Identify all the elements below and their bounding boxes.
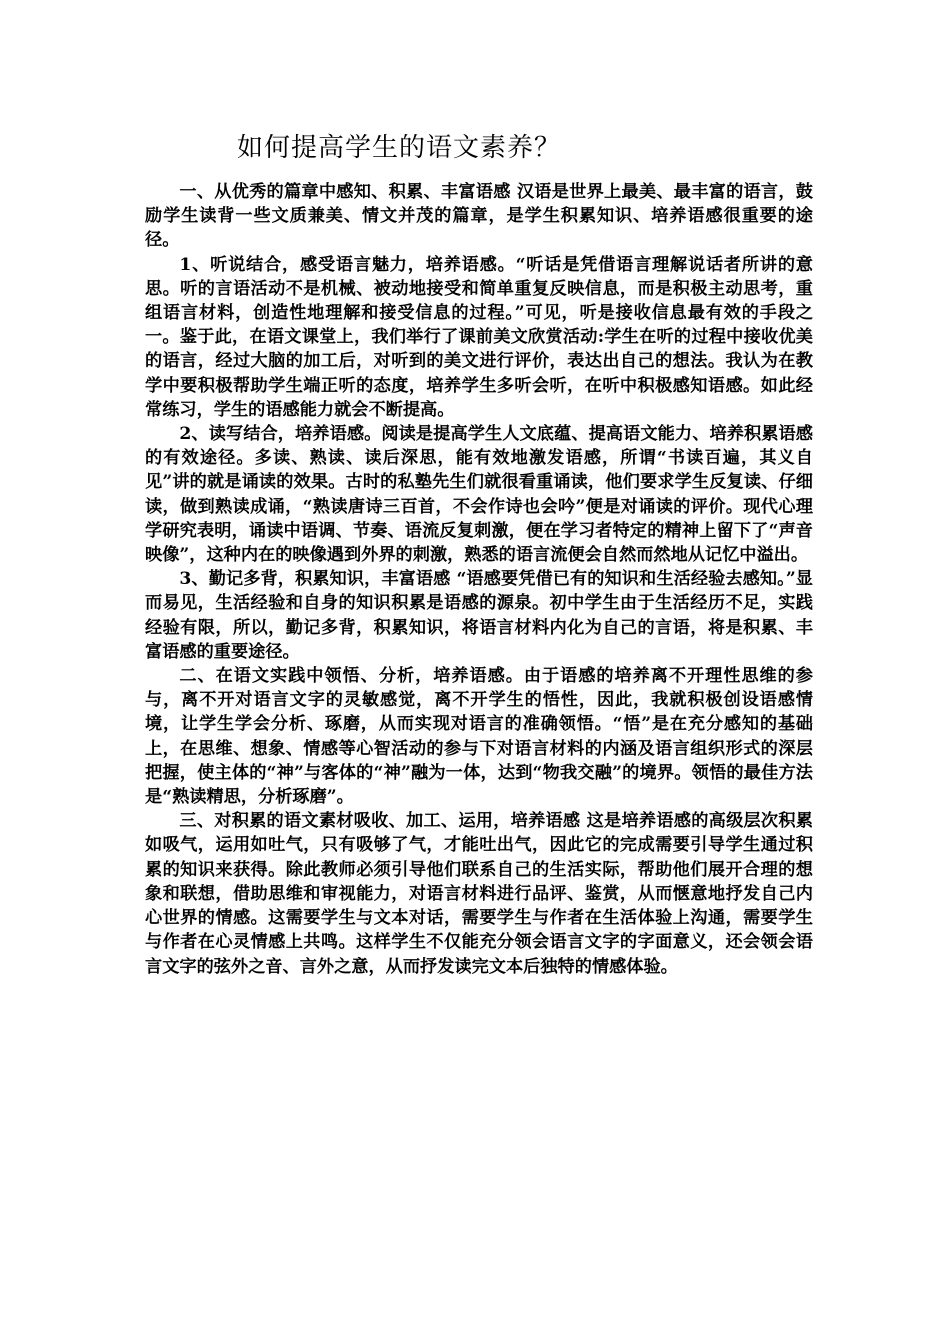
paragraph-reading-writing: 2、读写结合，培养语感。阅读是提高学生人文底蕴、提高语文能力、培养积累语感的有效途径。多读、熟读、读后深思，能有效地激发语感，所谓“书读百遍，其义自见”讲的就是诵读的效果。古时的私塾先生们就很看重诵读，他们要求学生反复读、仔细读，做到熟读成诵，“熟读唐诗三百首，不会作诗也会吟”便是对诵读的评价。现代心理学研究表明，诵读中语调、节奏、语流反复刺激，便在学习者特定的精神上留下了“声音映像”，这种内在的映像遇到外界的刺激，熟悉的语言流便会自然而然地从记忆中溢出。 bbox=[145, 424, 813, 566]
paragraph-section-3: 三、对积累的语文素材吸收、加工、运用，培养语感 这是培养语感的高级层次积累如吸气，运用如吐气，只有吸够了气，才能吐出气，因此它的完成需要引导学生通过积累的知识来获得。除此教师必须引导他们联系自己的生活实际，帮助他们展开合理的想象和联想，借助思维和审视能力，对语言材料进行品评、鉴赏，从而惬意地抒发自己内心世界的情感。这需要学生与文本对话，需要学生与作者在生活体验上沟通，需要学生与作者在心灵情感上共鸣。这样学生不仅能充分领会语言文字的字面意义，还会领会语言文字的弦外之音、言外之意，从而抒发读完文本后独特的情感体验。 bbox=[145, 811, 813, 977]
document-title: 如何提高学生的语文素养？ bbox=[237, 133, 562, 163]
paragraph-section-1-intro: 一、从优秀的篇章中感知、积累、丰富语感 汉语是世界上最美、最丰富的语言，鼓励学生读背一些文质兼美、情文并茂的篇章，是学生积累知识、培养语感很重要的途径。 bbox=[145, 182, 813, 251]
paragraph-memorizing: 3、勤记多背，积累知识，丰富语感 “语感要凭借已有的知识和生活经验去感知。”显而易见，生活经验和自身的知识积累是语感的源泉。初中学生由于生活经历不足，实践经验有限，所以，勤记多背，积累知识，将语言材料内化为自己的言语，将是积累、丰富语感的重要途径。 bbox=[145, 569, 813, 662]
paragraph-listening: 1、听说结合，感受语言魅力，培养语感。“听话是凭借语言理解说话者所讲的意思。听的言语活动不是机械、被动地接受和简单重复反映信息，而是积极主动思考，重组语言材料，创造性地理解和接受信息的过程。”可见，听是接收信息最有效的手段之一。鉴于此，在语文课堂上，我们举行了课前美文欣赏活动:学生在听的过程中接收优美的语言，经过大脑的加工后，对听到的美文进行评价，表达出自己的想法。我认为在教学中要积极帮助学生端正听的态度，培养学生多听会听，在听中积极感知语感。如此经常练习，学生的语感能力就会不断提高。 bbox=[145, 254, 813, 420]
document-page bbox=[145, 126, 813, 979]
paragraph-section-2: 二、在语文实践中领悟、分析，培养语感。由于语感的培养离不开理性思维的参与，离不开对语言文字的灵敏感觉，离不开学生的悟性，因此，我就积极创设语感情境，让学生学会分析、琢磨，从而实现对语言的准确领悟。“悟”是在充分感知的基础上，在思维、想象、情感等心智活动的参与下对语言材料的内涵及语言组织形式的深层把握，使主体的“神”与客体的“神”融为一体，达到“物我交融”的境界。领悟的最佳方法是“熟读精思，分析琢磨”。 bbox=[145, 666, 813, 808]
